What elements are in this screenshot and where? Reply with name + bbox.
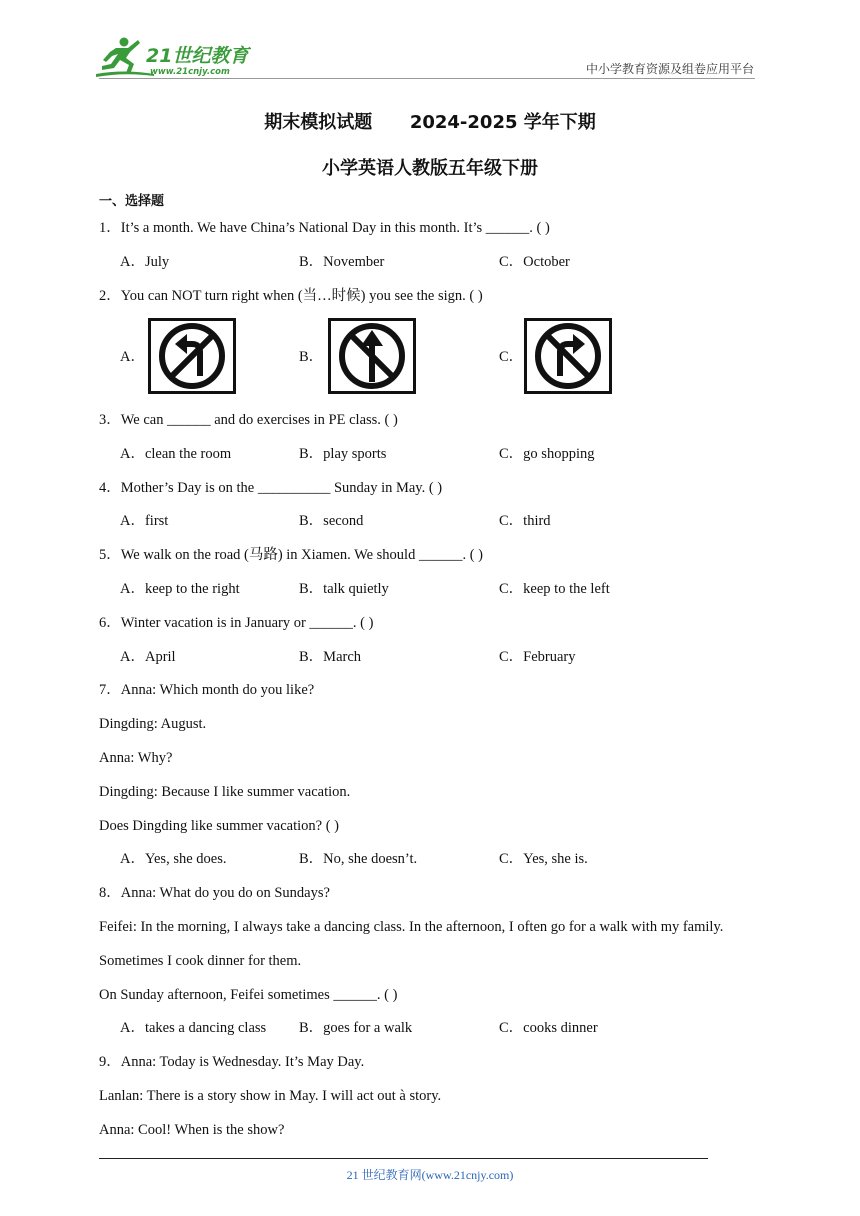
question-3-option-a[interactable]: A．clean the room <box>120 446 232 462</box>
question-4-option-c[interactable]: C．third <box>499 513 551 529</box>
no-left-turn-sign-icon[interactable] <box>148 318 236 394</box>
question-1-option-c[interactable]: C．October <box>499 254 570 270</box>
question-7-line-4: Dingding: Because I like summer vacation. <box>99 784 351 800</box>
question-8-option-b[interactable]: B．goes for a walk <box>299 1020 413 1036</box>
question-8-line-1: 8．Anna: What do you do on Sundays? <box>99 885 330 901</box>
question-8-option-c[interactable]: C．cooks dinner <box>499 1020 598 1036</box>
site-logo <box>94 36 264 80</box>
section-heading: 一、选择题 <box>99 194 165 209</box>
question-3-option-b[interactable]: B．play sports <box>299 446 387 462</box>
question-3-option-c[interactable]: C．go shopping <box>499 446 595 462</box>
header-tagline: 中小学教育资源及组卷应用平台 <box>585 62 754 76</box>
question-7-line-1: 7．Anna: Which month do you like? <box>99 682 315 698</box>
question-1-stem: 1．It’s a month. We have China’s National Day in this month. It’s ______. ( ) <box>99 220 550 236</box>
svg-text:21世纪教育: 21世纪教育 <box>146 45 249 67</box>
question-7-option-a[interactable]: A．Yes, she does. <box>120 851 227 867</box>
question-7-option-c[interactable]: C．Yes, she is. <box>499 851 588 867</box>
question-9-line-3: Anna: Cool! When is the show? <box>99 1122 285 1138</box>
question-7-line-3: Anna: Why? <box>99 750 173 766</box>
question-6-option-c[interactable]: C．February <box>499 649 576 665</box>
no-straight-sign-icon[interactable] <box>328 318 416 394</box>
question-8-line-2: Feifei: In the morning, I always take a dancing class. In the afternoon, I often go for a walk with my family. <box>99 919 724 935</box>
question-9-line-1: 9．Anna: Today is Wednesday. It’s May Day. <box>99 1054 365 1070</box>
question-9-line-2: Lanlan: There is a story show in May. I will act out à story. <box>99 1088 442 1104</box>
page-title: 期末模拟试题 2024-2025 学年下期 <box>264 112 596 133</box>
question-2-option-a[interactable]: A． <box>120 349 145 365</box>
question-4-stem: 4．Mother’s Day is on the __________ Sunday in May. ( ) <box>99 480 443 496</box>
question-8-option-a[interactable]: A．takes a dancing class <box>120 1020 267 1036</box>
question-8-stem: On Sunday afternoon, Feifei sometimes ______. ( ) <box>99 987 398 1003</box>
question-5-option-c[interactable]: C．keep to the left <box>499 581 610 597</box>
no-right-turn-sign-icon[interactable] <box>524 318 612 394</box>
question-6-option-b[interactable]: B．March <box>299 649 362 665</box>
question-1-option-b[interactable]: B．November <box>299 254 385 270</box>
question-5-option-b[interactable]: B．talk quietly <box>299 581 389 597</box>
footer-divider <box>99 1158 708 1159</box>
page-header <box>0 0 860 82</box>
question-5-stem: 5．We walk on the road (马路) in Xiamen. We should ______. ( ) <box>99 547 483 563</box>
question-2-option-c[interactable]: C． <box>499 349 524 365</box>
footer-link[interactable]: 21 世纪教育网(www.21cnjy.com) <box>346 1168 514 1182</box>
question-1-option-a[interactable]: A．July <box>120 254 170 270</box>
page-subtitle: 小学英语人教版五年级下册 <box>322 158 538 179</box>
question-2-stem: 2．You can NOT turn right when (当…时候) you see the sign. ( ) <box>99 288 483 304</box>
question-7-line-2: Dingding: August. <box>99 716 207 732</box>
question-4-option-b[interactable]: B．second <box>299 513 364 529</box>
question-8-line-3: Sometimes I cook dinner for them. <box>99 953 302 969</box>
question-2-option-b[interactable]: B． <box>299 349 324 365</box>
svg-text:www.21cnjy.com: www.21cnjy.com <box>150 67 230 77</box>
question-6-stem: 6．Winter vacation is in January or ______. ( ) <box>99 615 374 631</box>
question-4-option-a[interactable]: A．first <box>120 513 169 529</box>
header-divider <box>99 78 755 79</box>
question-7-stem: Does Dingding like summer vacation? ( ) <box>99 818 339 834</box>
question-5-option-a[interactable]: A．keep to the right <box>120 581 240 597</box>
question-6-option-a[interactable]: A．April <box>120 649 176 665</box>
question-3-stem: 3．We can ______ and do exercises in PE class. ( ) <box>99 412 398 428</box>
question-7-option-b[interactable]: B．No, she doesn’t. <box>299 851 418 867</box>
